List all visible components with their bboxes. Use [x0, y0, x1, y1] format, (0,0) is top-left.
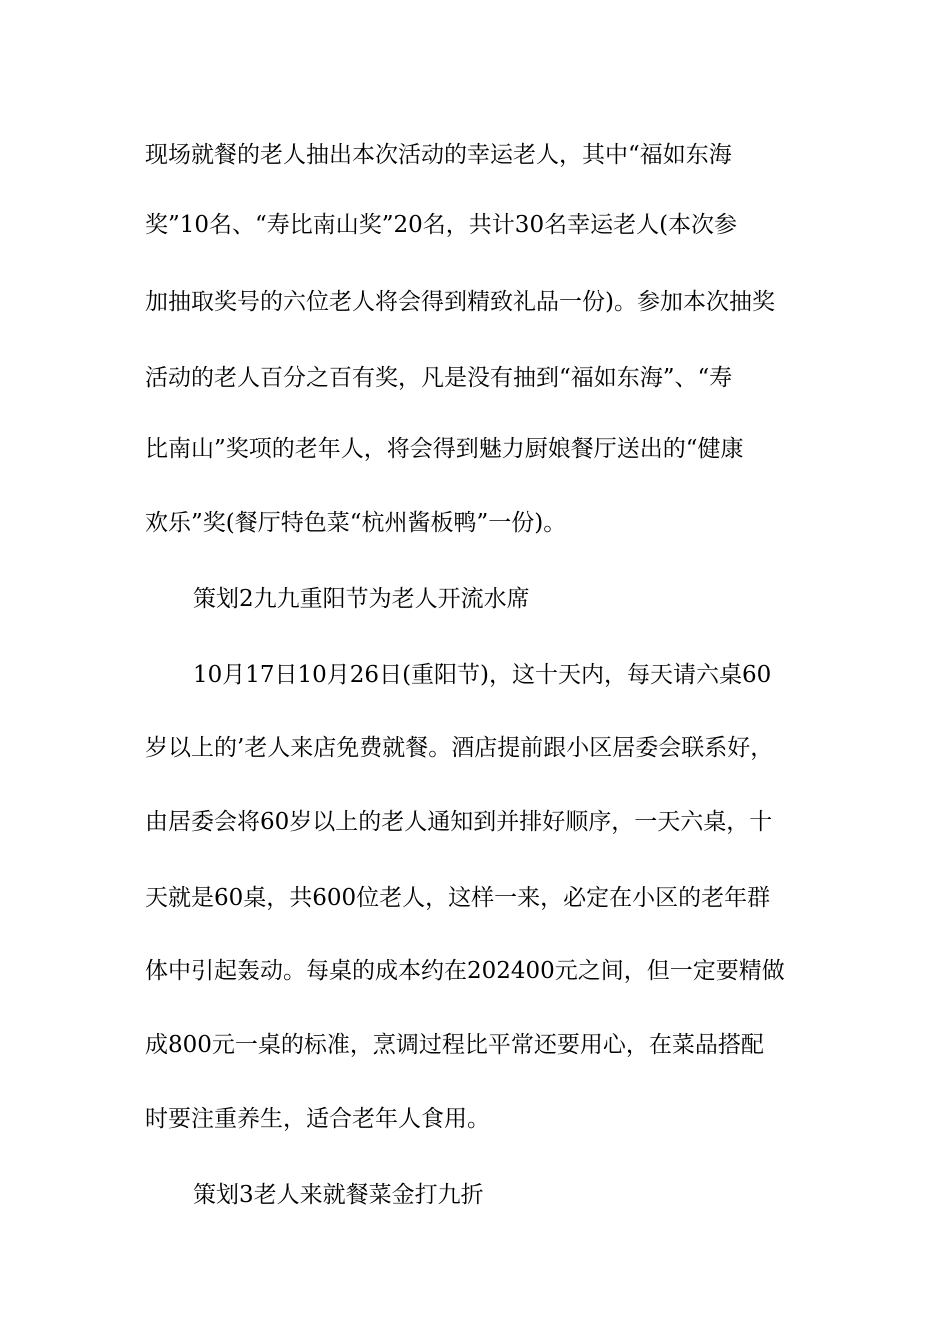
- paragraph-line: 由居委会将60岁以上的老人通知到并排好顺序，一天六桌，十: [145, 809, 773, 835]
- paragraph-line: 时要注重养生，适合老年人食用。: [145, 1106, 490, 1132]
- paragraph-line: 天就是60桌，共600位老人，这样一来，必定在小区的老年群: [145, 885, 771, 911]
- paragraph-line: 10月17日10月26日(重阳节)，这十天内，每天请六桌60: [193, 662, 772, 688]
- paragraph-line: 活动的老人百分之百有奖，凡是没有抽到“福如东海”、“寿: [145, 365, 733, 391]
- paragraph-line: 现场就餐的老人抽出本次活动的幸运老人，其中“福如东海: [145, 142, 732, 168]
- section-heading: 策划3老人来就餐菜金打九折: [193, 1182, 484, 1208]
- paragraph-line: 欢乐”奖(餐厅特色菜“杭州酱板鸭”一份)。: [145, 510, 567, 536]
- section-heading: 策划2九九重阳节为老人开流水席: [193, 586, 530, 612]
- paragraph-line: 体中引起轰动。每桌的成本约在202400元之间，但一定要精做: [145, 958, 785, 984]
- paragraph-line: 加抽取奖号的六位老人将会得到精致礼品一份)。参加本次抽奖: [145, 289, 775, 315]
- paragraph-line: 比南山”奖项的老年人，将会得到魅力厨娘餐厅送出的“健康: [145, 436, 744, 462]
- paragraph-line: 岁以上的’老人来店免费就餐。酒店提前跟小区居委会联系好，: [145, 735, 774, 761]
- paragraph-line: 奖”10名、“寿比南山奖”20名，共计30名幸运老人(本次参: [145, 212, 738, 238]
- paragraph-line: 成800元一桌的标准，烹调过程比平常还要用心，在菜品搭配: [145, 1032, 764, 1058]
